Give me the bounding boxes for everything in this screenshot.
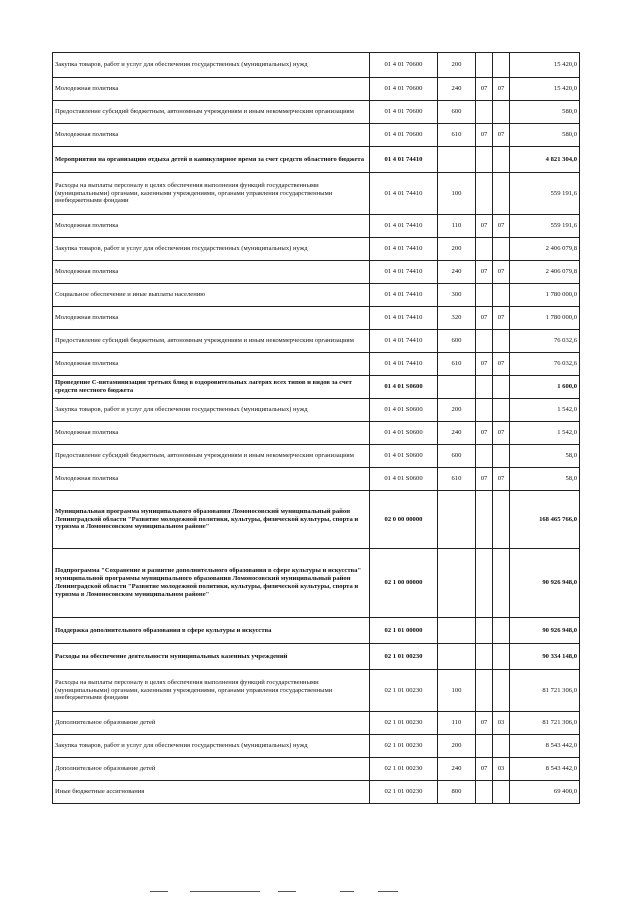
- table-row: [53, 399, 580, 422]
- subsection-code: [493, 238, 510, 261]
- amount: 559 191,6: [510, 173, 580, 215]
- item-name: Закупка товаров, работ и услуг для обеспечения государственных (муниципальных) нужд: [53, 238, 370, 261]
- subsection-code: 03: [493, 758, 510, 781]
- subsection-code: [493, 618, 510, 644]
- target-article-code: 01 4 01 74410: [370, 215, 438, 238]
- table-row: [53, 644, 580, 670]
- target-article-code: 02 1 01 00230: [370, 712, 438, 735]
- expense-type-code: [438, 147, 476, 173]
- expense-type-code: 610: [438, 353, 476, 376]
- target-article-code: 01 4 01 74410: [370, 173, 438, 215]
- expense-type-code: 200: [438, 53, 476, 78]
- amount: 81 721 306,0: [510, 712, 580, 735]
- section-code: 07: [476, 712, 493, 735]
- target-article-code: 02 0 00 00000: [370, 491, 438, 549]
- item-name: Молодежная политика: [53, 78, 370, 101]
- expense-type-code: [438, 644, 476, 670]
- table-row: [53, 78, 580, 101]
- item-name: Проведение С-витаминизации третьих блюд в оздоровительных лагерях всех типов и видов за счет средств местного бюджета: [53, 376, 370, 399]
- item-name: Муниципальная программа муниципального образования Ломоносовский муниципальный район Ленинградской области "Развитие молодежной политики, культуры, физической культуры, спорта и туризма в Ломоносовском муниципальном районе": [53, 491, 370, 549]
- amount: 1 542,0: [510, 399, 580, 422]
- section-code: 07: [476, 78, 493, 101]
- amount: 8 543 442,0: [510, 758, 580, 781]
- expense-type-code: 320: [438, 307, 476, 330]
- item-name: Молодежная политика: [53, 124, 370, 147]
- table-row: [53, 758, 580, 781]
- item-name: Молодежная политика: [53, 215, 370, 238]
- amount: 1 780 000,0: [510, 284, 580, 307]
- target-article-code: 01 4 01 70600: [370, 101, 438, 124]
- section-code: 07: [476, 261, 493, 284]
- section-code: [476, 445, 493, 468]
- table-row: [53, 284, 580, 307]
- amount: 81 721 306,0: [510, 670, 580, 712]
- amount: 168 465 766,0: [510, 491, 580, 549]
- amount: 8 543 442,0: [510, 735, 580, 758]
- subsection-code: [493, 781, 510, 804]
- subsection-code: [493, 173, 510, 215]
- item-name: Социальное обеспечение и иные выплаты населению: [53, 284, 370, 307]
- amount: 580,0: [510, 124, 580, 147]
- expense-type-code: 200: [438, 735, 476, 758]
- section-code: 07: [476, 468, 493, 491]
- item-name: Иные бюджетные ассигнования: [53, 781, 370, 804]
- table-row: [53, 376, 580, 399]
- target-article-code: 01 4 01 S0600: [370, 399, 438, 422]
- section-code: [476, 644, 493, 670]
- expense-type-code: 600: [438, 445, 476, 468]
- amount: 76 032,6: [510, 330, 580, 353]
- subsection-code: [493, 147, 510, 173]
- item-name: Предоставление субсидий бюджетным, автономным учреждениям и иным некоммерческим организациям: [53, 101, 370, 124]
- target-article-code: 01 4 01 S0600: [370, 422, 438, 445]
- amount: 90 926 948,0: [510, 549, 580, 618]
- target-article-code: 01 4 01 74410: [370, 284, 438, 307]
- expense-type-code: [438, 491, 476, 549]
- amount: 1 542,0: [510, 422, 580, 445]
- section-code: 07: [476, 124, 493, 147]
- item-name: Расходы на выплаты персоналу в целях обеспечения выполнения функций государственными (муниципальными) органами, казенными учреждениями, органами управления государственными внебюджетными фондами: [53, 173, 370, 215]
- section-code: [476, 549, 493, 618]
- target-article-code: 01 4 01 74410: [370, 353, 438, 376]
- table-row: [53, 712, 580, 735]
- section-code: 07: [476, 422, 493, 445]
- amount: 1 600,0: [510, 376, 580, 399]
- section-code: [476, 101, 493, 124]
- item-name: Молодежная политика: [53, 422, 370, 445]
- target-article-code: 01 4 01 S0600: [370, 468, 438, 491]
- expense-type-code: 610: [438, 124, 476, 147]
- expense-type-code: 800: [438, 781, 476, 804]
- subsection-code: 07: [493, 422, 510, 445]
- table-row: [53, 781, 580, 804]
- table-row: [53, 261, 580, 284]
- table-row: [53, 618, 580, 644]
- expense-type-code: 600: [438, 101, 476, 124]
- table-row: [53, 422, 580, 445]
- subsection-code: [493, 53, 510, 78]
- expense-type-code: 110: [438, 712, 476, 735]
- item-name: Закупка товаров, работ и услуг для обеспечения государственных (муниципальных) нужд: [53, 399, 370, 422]
- subsection-code: 07: [493, 307, 510, 330]
- subsection-code: [493, 445, 510, 468]
- target-article-code: 01 4 01 S0600: [370, 445, 438, 468]
- target-article-code: 02 1 01 00230: [370, 735, 438, 758]
- table-row: [53, 173, 580, 215]
- expense-type-code: [438, 376, 476, 399]
- section-code: [476, 238, 493, 261]
- amount: 2 406 079,8: [510, 238, 580, 261]
- amount: 90 334 148,0: [510, 644, 580, 670]
- item-name: Закупка товаров, работ и услуг для обеспечения государственных (муниципальных) нужд: [53, 53, 370, 78]
- table-row: [53, 124, 580, 147]
- subsection-code: [493, 644, 510, 670]
- target-article-code: 02 1 01 00230: [370, 644, 438, 670]
- expense-type-code: [438, 618, 476, 644]
- subsection-code: 03: [493, 712, 510, 735]
- amount: 76 032,6: [510, 353, 580, 376]
- section-code: [476, 735, 493, 758]
- expense-type-code: 610: [438, 468, 476, 491]
- target-article-code: 01 4 01 70600: [370, 78, 438, 101]
- subsection-code: 07: [493, 353, 510, 376]
- table-row: [53, 670, 580, 712]
- expense-type-code: 300: [438, 284, 476, 307]
- table-row: [53, 549, 580, 618]
- table-row: [53, 330, 580, 353]
- budget-table-body: [53, 53, 580, 804]
- item-name: Молодежная политика: [53, 307, 370, 330]
- expense-type-code: [438, 549, 476, 618]
- table-row: [53, 215, 580, 238]
- item-name: Поддержка дополнительного образования в сфере культуры и искусства: [53, 618, 370, 644]
- amount: 90 926 948,0: [510, 618, 580, 644]
- subsection-code: [493, 376, 510, 399]
- section-code: [476, 53, 493, 78]
- section-code: 07: [476, 307, 493, 330]
- amount: 559 191,6: [510, 215, 580, 238]
- item-name: Молодежная политика: [53, 353, 370, 376]
- target-article-code: 01 4 01 S0600: [370, 376, 438, 399]
- expense-type-code: 600: [438, 330, 476, 353]
- table-row: [53, 238, 580, 261]
- subsection-code: [493, 284, 510, 307]
- target-article-code: 01 4 01 74410: [370, 147, 438, 173]
- target-article-code: 01 4 01 74410: [370, 261, 438, 284]
- subsection-code: [493, 399, 510, 422]
- item-name: Предоставление субсидий бюджетным, автономным учреждениям и иным некоммерческим организациям: [53, 330, 370, 353]
- item-name: Дополнительное образование детей: [53, 712, 370, 735]
- item-name: Молодежная политика: [53, 261, 370, 284]
- expense-type-code: 240: [438, 261, 476, 284]
- subsection-code: [493, 549, 510, 618]
- table-row: [53, 468, 580, 491]
- section-code: [476, 491, 493, 549]
- table-row: [53, 491, 580, 549]
- target-article-code: 02 1 01 00230: [370, 670, 438, 712]
- section-code: 07: [476, 758, 493, 781]
- table-row: [53, 147, 580, 173]
- amount: 1 780 000,0: [510, 307, 580, 330]
- amount: 15 420,0: [510, 53, 580, 78]
- section-code: [476, 399, 493, 422]
- section-code: [476, 284, 493, 307]
- table-row: [53, 735, 580, 758]
- target-article-code: 02 1 01 00230: [370, 781, 438, 804]
- target-article-code: 01 4 01 70600: [370, 124, 438, 147]
- section-code: 07: [476, 215, 493, 238]
- expense-type-code: 110: [438, 215, 476, 238]
- amount: 69 400,0: [510, 781, 580, 804]
- expense-type-code: 100: [438, 670, 476, 712]
- table-row: [53, 307, 580, 330]
- subsection-code: 07: [493, 261, 510, 284]
- target-article-code: 02 1 00 00000: [370, 549, 438, 618]
- target-article-code: 01 4 01 74410: [370, 330, 438, 353]
- amount: 4 821 304,0: [510, 147, 580, 173]
- expense-type-code: 240: [438, 422, 476, 445]
- amount: 58,0: [510, 445, 580, 468]
- item-name: Закупка товаров, работ и услуг для обеспечения государственных (муниципальных) нужд: [53, 735, 370, 758]
- amount: 580,0: [510, 101, 580, 124]
- amount: 58,0: [510, 468, 580, 491]
- expense-type-code: 100: [438, 173, 476, 215]
- section-code: [476, 781, 493, 804]
- budget-table: [52, 52, 580, 804]
- subsection-code: [493, 670, 510, 712]
- subsection-code: [493, 330, 510, 353]
- expense-type-code: 200: [438, 238, 476, 261]
- expense-type-code: 200: [438, 399, 476, 422]
- item-name: Предоставление субсидий бюджетным, автономным учреждениям и иным некоммерческим организациям: [53, 445, 370, 468]
- section-code: [476, 330, 493, 353]
- section-code: [476, 618, 493, 644]
- item-name: Расходы на обеспечение деятельности муниципальных казенных учреждений: [53, 644, 370, 670]
- amount: 15 420,0: [510, 78, 580, 101]
- page-footer-scan-marks: [150, 891, 410, 895]
- table-row: [53, 101, 580, 124]
- section-code: 07: [476, 353, 493, 376]
- item-name: Подпрограмма "Сохранение и развитие дополнительного образования в сфере культуры и искусства" муниципальной программы муниципального образования Ломоносовский муниципальный район Ленинградской области "Развитие молодежной политики, культуры, физической культуры, спорта и туризма в Ломоносовском муниципальном районе": [53, 549, 370, 618]
- table-row: [53, 53, 580, 78]
- item-name: Расходы на выплаты персоналу в целях обеспечения выполнения функций государственными (муниципальными) органами, казенными учреждениями, органами управления государственными внебюджетными фондами: [53, 670, 370, 712]
- expense-type-code: 240: [438, 78, 476, 101]
- table-row: [53, 445, 580, 468]
- item-name: Молодежная политика: [53, 468, 370, 491]
- subsection-code: [493, 735, 510, 758]
- subsection-code: [493, 101, 510, 124]
- item-name: Мероприятия на организацию отдыха детей в каникулярное время за счет средств областного бюджета: [53, 147, 370, 173]
- section-code: [476, 173, 493, 215]
- subsection-code: [493, 491, 510, 549]
- section-code: [476, 147, 493, 173]
- target-article-code: 01 4 01 74410: [370, 307, 438, 330]
- target-article-code: 02 1 01 00000: [370, 618, 438, 644]
- item-name: Дополнительное образование детей: [53, 758, 370, 781]
- table-row: [53, 353, 580, 376]
- section-code: [476, 670, 493, 712]
- subsection-code: 07: [493, 215, 510, 238]
- target-article-code: 02 1 01 00230: [370, 758, 438, 781]
- expense-type-code: 240: [438, 758, 476, 781]
- section-code: [476, 376, 493, 399]
- target-article-code: 01 4 01 74410: [370, 238, 438, 261]
- subsection-code: 07: [493, 468, 510, 491]
- subsection-code: 07: [493, 78, 510, 101]
- subsection-code: 07: [493, 124, 510, 147]
- amount: 2 406 079,8: [510, 261, 580, 284]
- target-article-code: 01 4 01 70600: [370, 53, 438, 78]
